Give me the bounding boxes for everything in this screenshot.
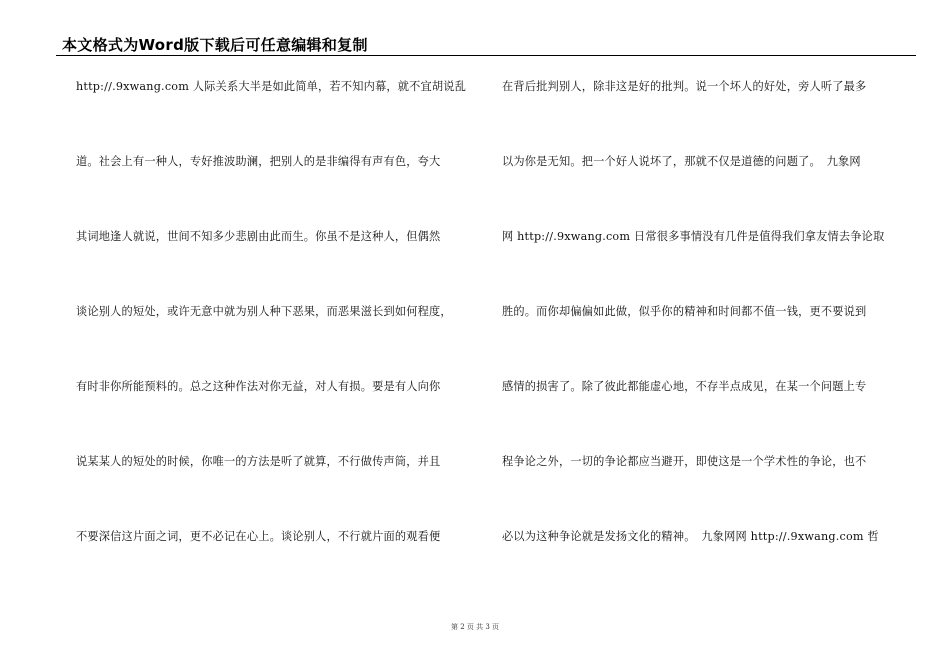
- text-line: 程争论之外，一切的争论都应当避开，即使这是一个学术性的争论，也不: [502, 455, 867, 468]
- text-line: 道。社会上有一种人，专好推波助澜，把别人的是非编得有声有色，夸大: [76, 155, 441, 168]
- text-line: 感情的损害了。除了彼此都能虚心地，不存半点成见，在某一个问题上专: [502, 380, 867, 393]
- text-line: 不要深信这片面之词，更不必记在心上。谈论别人，不行就片面的观看便: [76, 530, 441, 543]
- page-number-footer: 第 2 页 共 3 页: [450, 623, 500, 631]
- text-line: 在背后批判别人，除非这是好的批判。说一个坏人的好处，旁人听了最多: [502, 80, 867, 93]
- text-line: 谈论别人的短处，或许无意中就为别人种下恶果，而恶果滋长到如何程度，: [76, 305, 452, 318]
- text-line: 其词地逢人就说，世间不知多少悲剧由此而生。你虽不是这种人，但偶然: [76, 230, 441, 243]
- text-line: 必以为这种争论就是发扬文化的精神。 九象网网 http://.9xwang.com 哲: [502, 530, 879, 543]
- text-line: 有时非你所能预料的。总之这种作法对你无益，对人有损。要是有人向你: [76, 380, 441, 393]
- text-line: 说某某人的短处的时候，你唯一的方法是听了就算，不行做传声筒，并且: [76, 455, 441, 468]
- text-line: 网 http://.9xwang.com 日常很多事情没有几件是值得我们拿友情去争论取: [502, 230, 885, 243]
- text-line: http://.9xwang.com 人际关系大半是如此简单，若不知内幕，就不宜胡说乱: [76, 80, 467, 93]
- text-line: 胜的。而你却偏偏如此做，似乎你的精神和时间都不值一钱，更不要说到: [502, 305, 867, 318]
- text-line: 以为你是无知。把一个好人说坏了，那就不仅是道德的问题了。 九象网: [502, 155, 861, 168]
- header-divider: [56, 55, 916, 56]
- document-header-title: 本文格式为Word版下载后可任意编辑和复制: [62, 36, 368, 54]
